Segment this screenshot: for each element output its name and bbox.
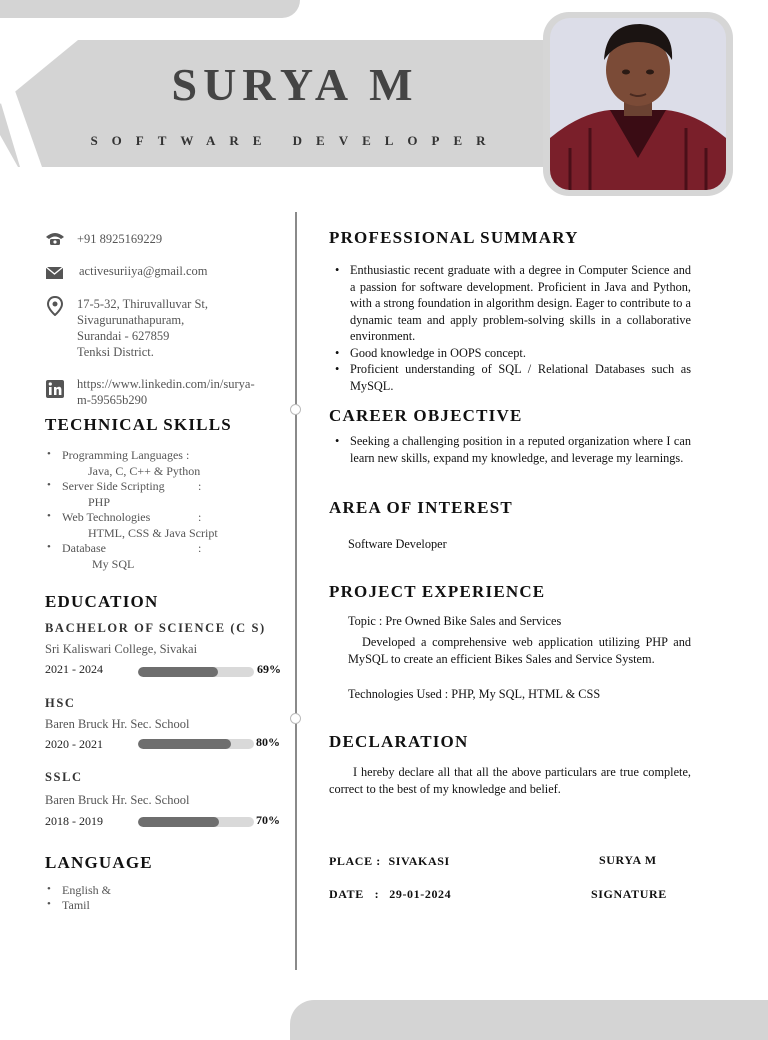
job-title: SOFTWARE DEVELOPER [90, 133, 500, 148]
language-item: • Tamil [45, 898, 245, 913]
technical-skills-heading: TECHNICAL SKILLS [45, 415, 232, 434]
address-line: Surandai - 627859 [77, 329, 170, 343]
education-degree: BACHELOR OF SCIENCE (C S) [45, 621, 266, 635]
contact-linkedin [45, 376, 285, 408]
education-score: 70% [256, 813, 280, 827]
skill-value: Java, C, C++ & Python [88, 464, 201, 478]
project-description: Developed a comprehensive web application utilizing PHP and MySQL to create an efficient Bikes Sales and Service System. [348, 635, 691, 666]
skill-label: • Database [62, 541, 106, 555]
place-value: SIVAKASI [388, 854, 450, 868]
phone-icon [45, 231, 65, 247]
declaration-text: I hereby declare all that all the above particulars are true complete, correct to the best of my knowledge and belief. [329, 765, 691, 796]
score-fill [138, 817, 219, 827]
education-years: 2018 - 2019 [45, 814, 103, 828]
location-pin-icon [45, 296, 65, 316]
skill-label: • Web Technologies [62, 510, 151, 524]
contact-address [45, 296, 285, 360]
skill-item [45, 448, 285, 479]
skill-value: My SQL [92, 557, 135, 571]
phone-number: +91 8925169229 [77, 232, 163, 246]
education-school: Baren Bruck Hr. Sec. School [45, 793, 190, 807]
skill-item [45, 541, 285, 572]
divider-dot [290, 404, 301, 415]
project-topic: Topic : Pre Owned Bike Sales and Services [348, 614, 562, 628]
summary-item: • Enthusiastic recent graduate with a degree in Computer Science and a passion for software development. Proficient in Java and Python, with a strong foundation in algorithm design. Eager to contribute to a dynamic team and apply problem-solving skills in a collaborative environment. [329, 262, 691, 345]
education-score: 69% [257, 662, 281, 676]
date-label: DATE : [329, 887, 380, 901]
score-fill [138, 667, 218, 677]
skill-colon: : [198, 541, 202, 555]
contact-email [45, 263, 285, 279]
education-school: Sri Kaliswari College, Sivakai [45, 642, 198, 656]
score-fill [138, 739, 231, 749]
summary-item: • Good knowledge in OOPS concept. [329, 345, 691, 362]
date-row [329, 887, 451, 902]
education-score-bar [138, 817, 254, 827]
skill-item [45, 479, 285, 510]
candidate-name: SURYA M [171, 59, 419, 110]
linkedin-icon [45, 379, 65, 399]
education-school: Baren Bruck Hr. Sec. School [45, 717, 190, 731]
education-heading: EDUCATION [45, 592, 159, 611]
skill-colon: : [198, 510, 202, 524]
summary-heading: PROFESSIONAL SUMMARY [329, 228, 579, 247]
skill-value: HTML, CSS & Java Script [88, 526, 218, 540]
footer-tab [290, 1000, 768, 1040]
date-value: 29-01-2024 [389, 887, 452, 901]
address-line: Sivagurunathapuram, [77, 313, 185, 327]
education-years: 2021 - 2024 [45, 662, 103, 676]
summary-item: • Proficient understanding of SQL / Relational Databases such as MySQL. [329, 361, 691, 394]
header-top-tab [0, 0, 300, 18]
language-item: • English & [45, 883, 245, 898]
skill-colon: : [198, 479, 202, 493]
objective-heading: CAREER OBJECTIVE [329, 406, 523, 425]
address-line: 17-5-32, Thiruvalluvar St, [77, 297, 208, 311]
skill-label: • Server Side Scripting [62, 479, 165, 493]
education-degree: HSC [45, 696, 76, 710]
declaration-heading: DECLARATION [329, 732, 469, 751]
profile-photo [550, 18, 726, 190]
linkedin-url[interactable]: m-59565b290 [77, 393, 148, 407]
place-row [329, 854, 450, 869]
language-list [45, 883, 245, 913]
technical-skills-list [45, 448, 285, 572]
education-years: 2020 - 2021 [45, 737, 103, 751]
skill-item [45, 510, 285, 541]
email-address[interactable]: activesuriiya@gmail.com [79, 264, 208, 278]
education-score-bar [138, 667, 254, 677]
education-score-bar [138, 739, 254, 749]
contact-phone [45, 231, 285, 247]
address-line: Tenksi District. [77, 345, 154, 359]
column-divider [295, 212, 297, 970]
language-heading: LANGUAGE [45, 853, 153, 872]
interest-text: Software Developer [348, 537, 447, 551]
place-label: PLACE : [329, 854, 381, 868]
signer-name: SURYA M [599, 853, 657, 867]
education-score: 80% [256, 735, 280, 749]
education-degree: SSLC [45, 770, 83, 784]
mail-icon [45, 266, 65, 282]
summary-list [329, 262, 691, 394]
objective-list [329, 433, 691, 466]
project-heading: PROJECT EXPERIENCE [329, 582, 546, 601]
divider-dot [290, 713, 301, 724]
signature-label: SIGNATURE [591, 887, 667, 901]
linkedin-url[interactable]: https://www.linkedin.com/in/surya- [77, 377, 255, 391]
skill-label: • Programming Languages : [62, 448, 190, 462]
project-technologies: Technologies Used : PHP, My SQL, HTML & CSS [348, 687, 601, 701]
skill-value: PHP [88, 495, 111, 509]
objective-item: • Seeking a challenging position in a reputed organization where I can learn new skills, expand my knowledge, and leverage my learnings. [329, 433, 691, 466]
interest-heading: AREA OF INTEREST [329, 498, 513, 517]
